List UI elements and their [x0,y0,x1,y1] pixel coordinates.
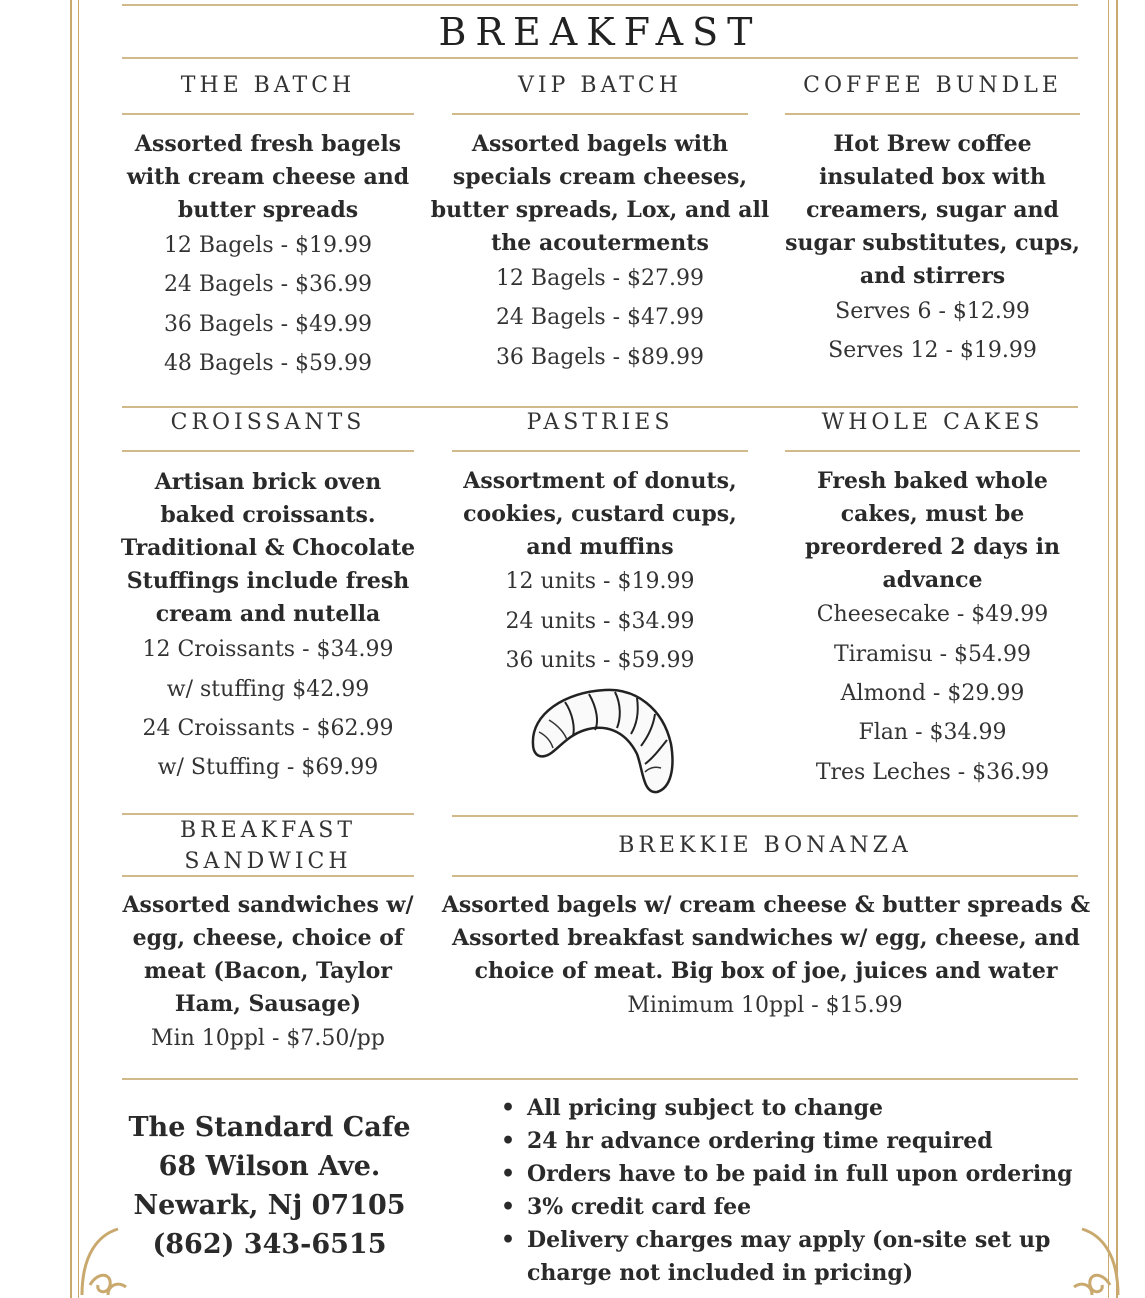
desc-line: Assorted bagels w/ cream cheese & butter spreads & [441,892,1091,918]
desc-line: creamers, sugar and [806,197,1059,223]
desc-line: Traditional & Chocolate [120,535,416,561]
price-line: 24 units - $34.99 [505,609,695,634]
note-item: • All pricing subject to change [495,1092,1095,1125]
cafe-address [122,1108,417,1264]
sandwich-description [112,889,424,1021]
cafe-name: The Standard Cafe [128,1112,411,1143]
rule-footer [122,1078,1078,1080]
rule-sandwich [122,875,414,877]
heading-line: BREAKFAST [179,818,357,843]
price-line: w/ stuffing $42.99 [166,677,370,702]
desc-line: advance [882,567,983,593]
rule-top [122,4,1078,6]
rule-vip [452,113,748,115]
desc-line: cream and nutella [155,601,381,627]
price-line: Minimum 10ppl - $15.99 [627,993,903,1018]
rule-under-title [122,57,1078,59]
desc-line: egg, cheese, choice of [132,925,404,951]
desc-line: Artisan brick oven [154,469,382,495]
frame-border-left-inner [78,0,79,1298]
page-title: BREAKFAST [438,10,762,54]
note-item: • Orders have to be paid in full upon ordering [495,1158,1095,1191]
price-line: 24 Bagels - $47.99 [495,305,705,330]
croissants-description [112,466,424,631]
rule-bonanza-top [452,815,1078,817]
price-line: 48 Bagels - $59.99 [163,351,373,376]
heading-breakfast-sandwich [122,815,414,877]
desc-line: Assorted breakfast sandwiches w/ egg, cheese, and [452,925,1080,951]
desc-line: butter spreads [177,197,359,223]
price-line: Serves 12 - $19.99 [828,338,1037,363]
price-line: Serves 6 - $12.99 [835,299,1030,324]
price-line: Flan - $34.99 [858,720,1007,745]
desc-line: cookies, custard cups, [463,501,737,527]
pastries-description [440,465,760,564]
rule-coffee [785,113,1080,115]
vip-description [430,128,770,260]
desc-line: Fresh baked whole [817,468,1048,494]
note-item: • 3% credit card fee [495,1191,1095,1224]
desc-line: Assorted bagels with [471,131,729,157]
price-line: Almond - $29.99 [840,681,1025,706]
price-line: 36 units - $59.99 [505,648,695,673]
price-line: Cheesecake - $49.99 [816,602,1049,627]
price-line: 36 Bagels - $49.99 [163,312,373,337]
desc-line: Hot Brew coffee [833,131,1032,157]
heading-vip-batch: VIP BATCH [518,73,682,98]
frame-border-right [1116,0,1118,1298]
price-line: 24 Bagels - $36.99 [163,272,373,297]
batch-description [112,128,424,227]
desc-line: Assorted sandwiches w/ [122,892,414,918]
cafe-city: Newark, Nj 07105 [133,1190,406,1221]
frame-border-left [70,0,72,1298]
desc-line: baked croissants. [160,502,376,528]
heading-the-batch: THE BATCH [180,73,356,98]
heading-coffee-bundle: COFFEE BUNDLE [803,73,1062,98]
note-item: • 24 hr advance ordering time required [495,1125,1095,1158]
note-item: • Delivery charges may apply (on-site set up [495,1224,1095,1257]
heading-pastries: PASTRIES [526,410,674,435]
price-line: Tres Leches - $36.99 [815,760,1050,785]
heading-line: SANDWICH [184,849,352,874]
desc-line: specials cream cheeses, [452,164,748,190]
rule-pastries [452,450,748,452]
desc-line: Assorted fresh bagels [134,131,402,157]
price-line: 12 Bagels - $19.99 [163,233,373,258]
desc-line: with cream cheese and [126,164,410,190]
desc-line: Assortment of donuts, [463,468,737,494]
ordering-notes [495,1092,1095,1290]
heading-brekkie-bonanza: BREKKIE BONANZA [618,833,912,858]
desc-line: insulated box with [819,164,1046,190]
heading-croissants: CROISSANTS [170,410,366,435]
desc-line: cakes, must be [840,501,1025,527]
bonanza-description [440,889,1092,988]
croissant-illustration-icon [525,684,677,796]
price-line: 24 Croissants - $62.99 [142,716,394,741]
desc-line: and stirrers [859,263,1006,289]
desc-line: and muffins [526,534,674,560]
cakes-description [785,465,1080,597]
note-item-continued: charge not included in pricing) [527,1260,914,1286]
desc-line: butter spreads, Lox, and all [430,197,770,223]
desc-line: Stuffings include fresh [126,568,410,594]
desc-line: meat (Bacon, Taylor [144,958,392,984]
rule-batch [122,113,414,115]
price-line: Tiramisu - $54.99 [833,642,1032,667]
price-line: Min 10ppl - $7.50/pp [151,1026,385,1051]
price-line: w/ Stuffing - $69.99 [157,755,379,780]
price-line: 12 Croissants - $34.99 [142,637,394,662]
coffee-description [775,128,1090,293]
price-line: 36 Bagels - $89.99 [495,345,705,370]
rule-croissants [122,450,414,452]
desc-line: preordered 2 days in [804,534,1061,560]
cafe-street: 68 Wilson Ave. [158,1151,381,1182]
desc-line: sugar substitutes, cups, [785,230,1080,256]
heading-whole-cakes: WHOLE CAKES [821,410,1044,435]
cafe-phone: (862) 343-6515 [152,1229,387,1260]
desc-line: the acouterments [491,230,709,256]
rule-cakes [785,450,1080,452]
desc-line: Ham, Sausage) [174,991,362,1017]
frame-border-right-inner [1108,0,1109,1298]
price-line: 12 Bagels - $27.99 [495,266,705,291]
rule-bonanza [452,875,1078,877]
desc-line: choice of meat. Big box of joe, juices and water [474,958,1058,984]
price-line: 12 units - $19.99 [505,569,695,594]
